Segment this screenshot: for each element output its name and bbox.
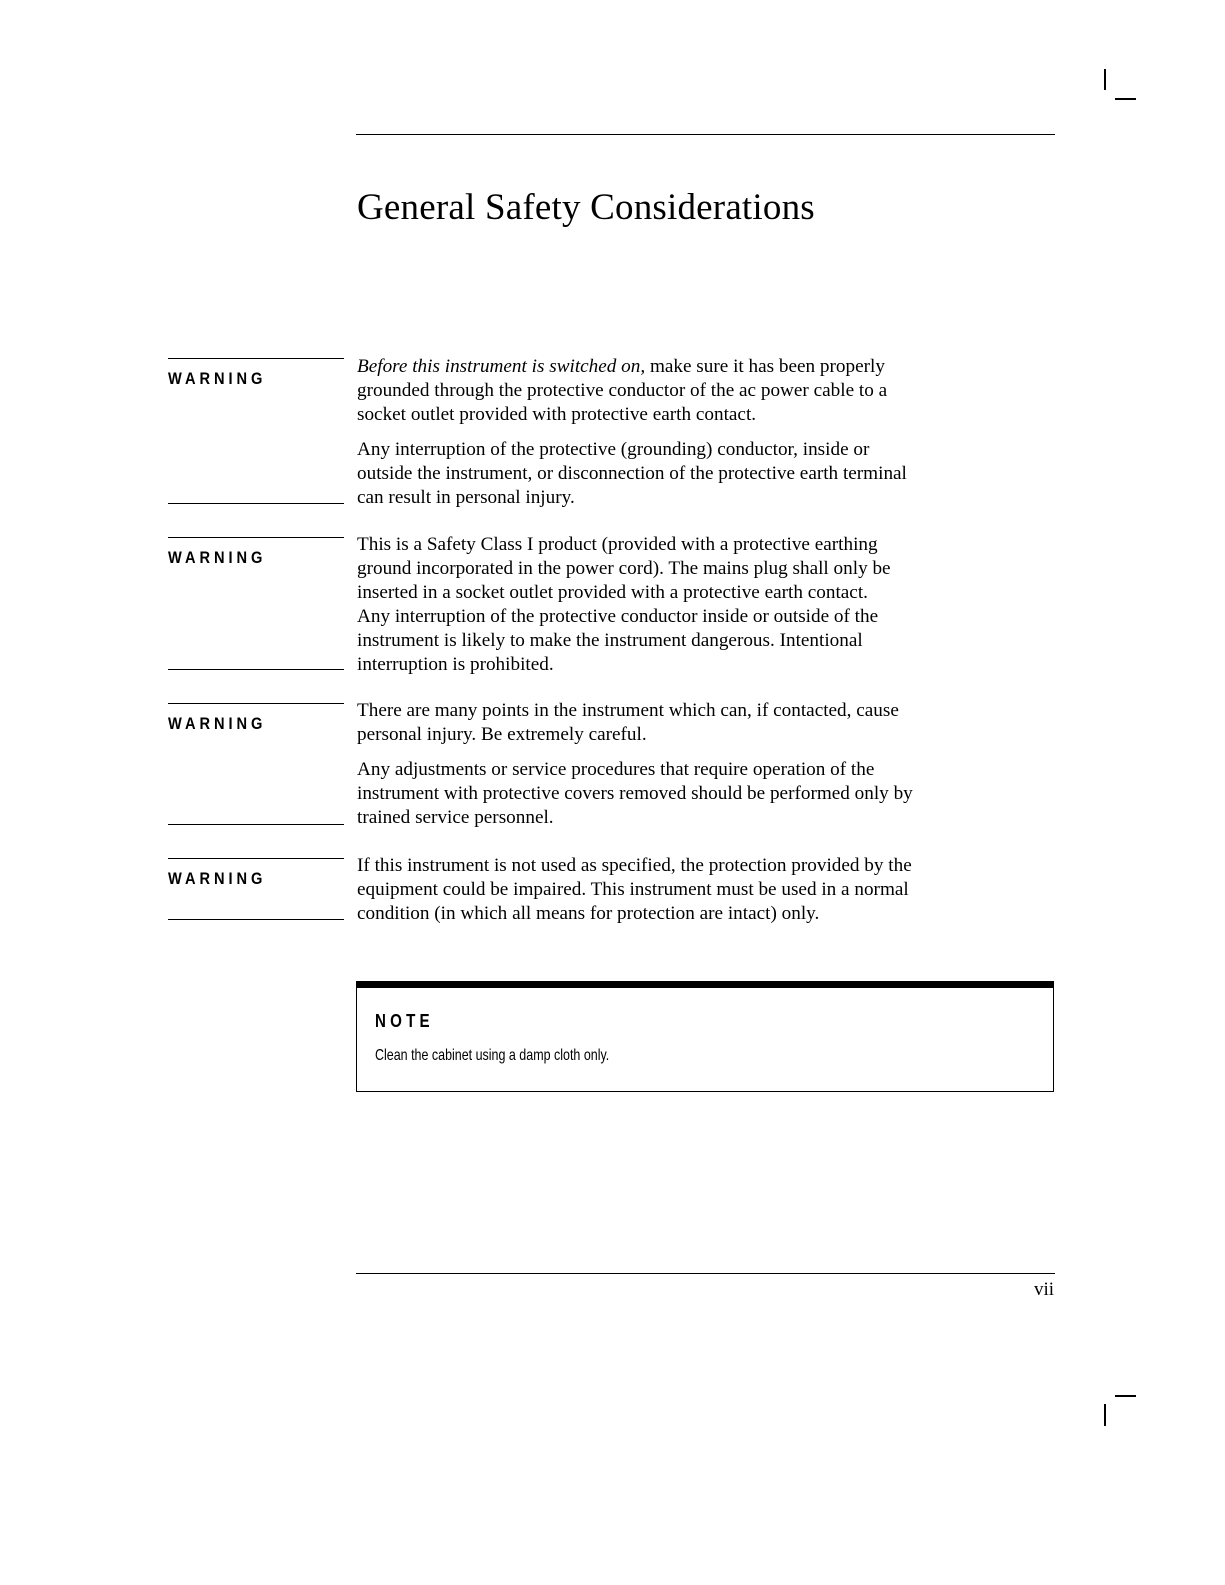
warning-line: If this instrument is not used as specified, the protection provided by the [357, 855, 912, 876]
footer-rule [356, 1273, 1055, 1274]
warning-italic-lead: Before this instrument is switched on, [357, 356, 646, 377]
warning-paragraph [357, 533, 1057, 677]
warning-line [357, 355, 1057, 379]
warning-line: Any adjustments or service procedures that require operation of the [357, 759, 875, 780]
page-title: General Safety Considerations [357, 187, 815, 228]
warning-line: trained service personnel. [357, 807, 554, 828]
warning-line: interruption is prohibited. [357, 654, 554, 675]
warning-line: socket outlet provided with protective earth contact. [357, 404, 757, 425]
warning-top-rule [168, 703, 344, 704]
crop-mark-top-horizontal [1115, 98, 1136, 100]
warning-paragraph [357, 854, 1057, 926]
warning-paragraph [357, 355, 1057, 427]
warning-line: outside the instrument, or disconnection of the protective earth terminal [357, 463, 907, 484]
warning-line: ground incorporated in the power cord). The mains plug shall only be [357, 558, 891, 579]
warning-bottom-rule [168, 503, 344, 504]
warning-line: inserted in a socket outlet provided with a protective earth contact. [357, 582, 868, 603]
crop-mark-bottom-horizontal [1115, 1395, 1136, 1397]
warning-line: Any interruption of the protective (grounding) conductor, inside or [357, 439, 870, 460]
warning-bottom-rule [168, 919, 344, 920]
warning-paragraph [357, 699, 1057, 747]
warning-line: There are many points in the instrument which can, if contacted, cause [357, 700, 899, 721]
warning-body [357, 699, 1057, 841]
warning-line: grounded through the protective conductor of the ac power cable to a [357, 380, 888, 401]
warning-top-rule [168, 858, 344, 859]
warning-line: instrument is likely to make the instrument dangerous. Intentional [357, 630, 863, 651]
warning-body [357, 533, 1057, 688]
crop-mark-bottom-vertical [1104, 1404, 1106, 1426]
warning-top-rule [168, 358, 344, 359]
warning-line: instrument with protective covers removed should be performed only by [357, 783, 913, 804]
warning-body [357, 355, 1057, 521]
warning-body [357, 854, 1057, 937]
note-label: NOTE [375, 1011, 434, 1031]
warning-label: WARNING [168, 869, 267, 888]
header-rule [356, 134, 1055, 135]
warning-line: equipment could be impaired. This instrument must be used in a normal [357, 879, 909, 900]
crop-mark-top-vertical [1104, 69, 1106, 90]
note-box [356, 981, 1054, 1092]
warning-line: condition (in which all means for protection are intact) only. [357, 903, 820, 924]
warning-label: WARNING [168, 714, 267, 733]
warning-label: WARNING [168, 548, 267, 567]
page-number: vii [1033, 1279, 1054, 1300]
warning-top-rule [168, 537, 344, 538]
warning-paragraph [357, 758, 1057, 830]
warning-paragraph [357, 438, 1057, 510]
warning-line-text: make sure it has been properly [645, 356, 885, 377]
warning-line: Any interruption of the protective conductor inside or outside of the [357, 606, 879, 627]
warning-line: This is a Safety Class I product (provided with a protective earthing [357, 534, 878, 555]
note-text: Clean the cabinet using a damp cloth only. [375, 1047, 610, 1064]
warning-bottom-rule [168, 669, 344, 670]
warning-bottom-rule [168, 824, 344, 825]
warning-line: can result in personal injury. [357, 487, 575, 508]
warning-label: WARNING [168, 369, 267, 388]
warning-line: personal injury. Be extremely careful. [357, 724, 647, 745]
